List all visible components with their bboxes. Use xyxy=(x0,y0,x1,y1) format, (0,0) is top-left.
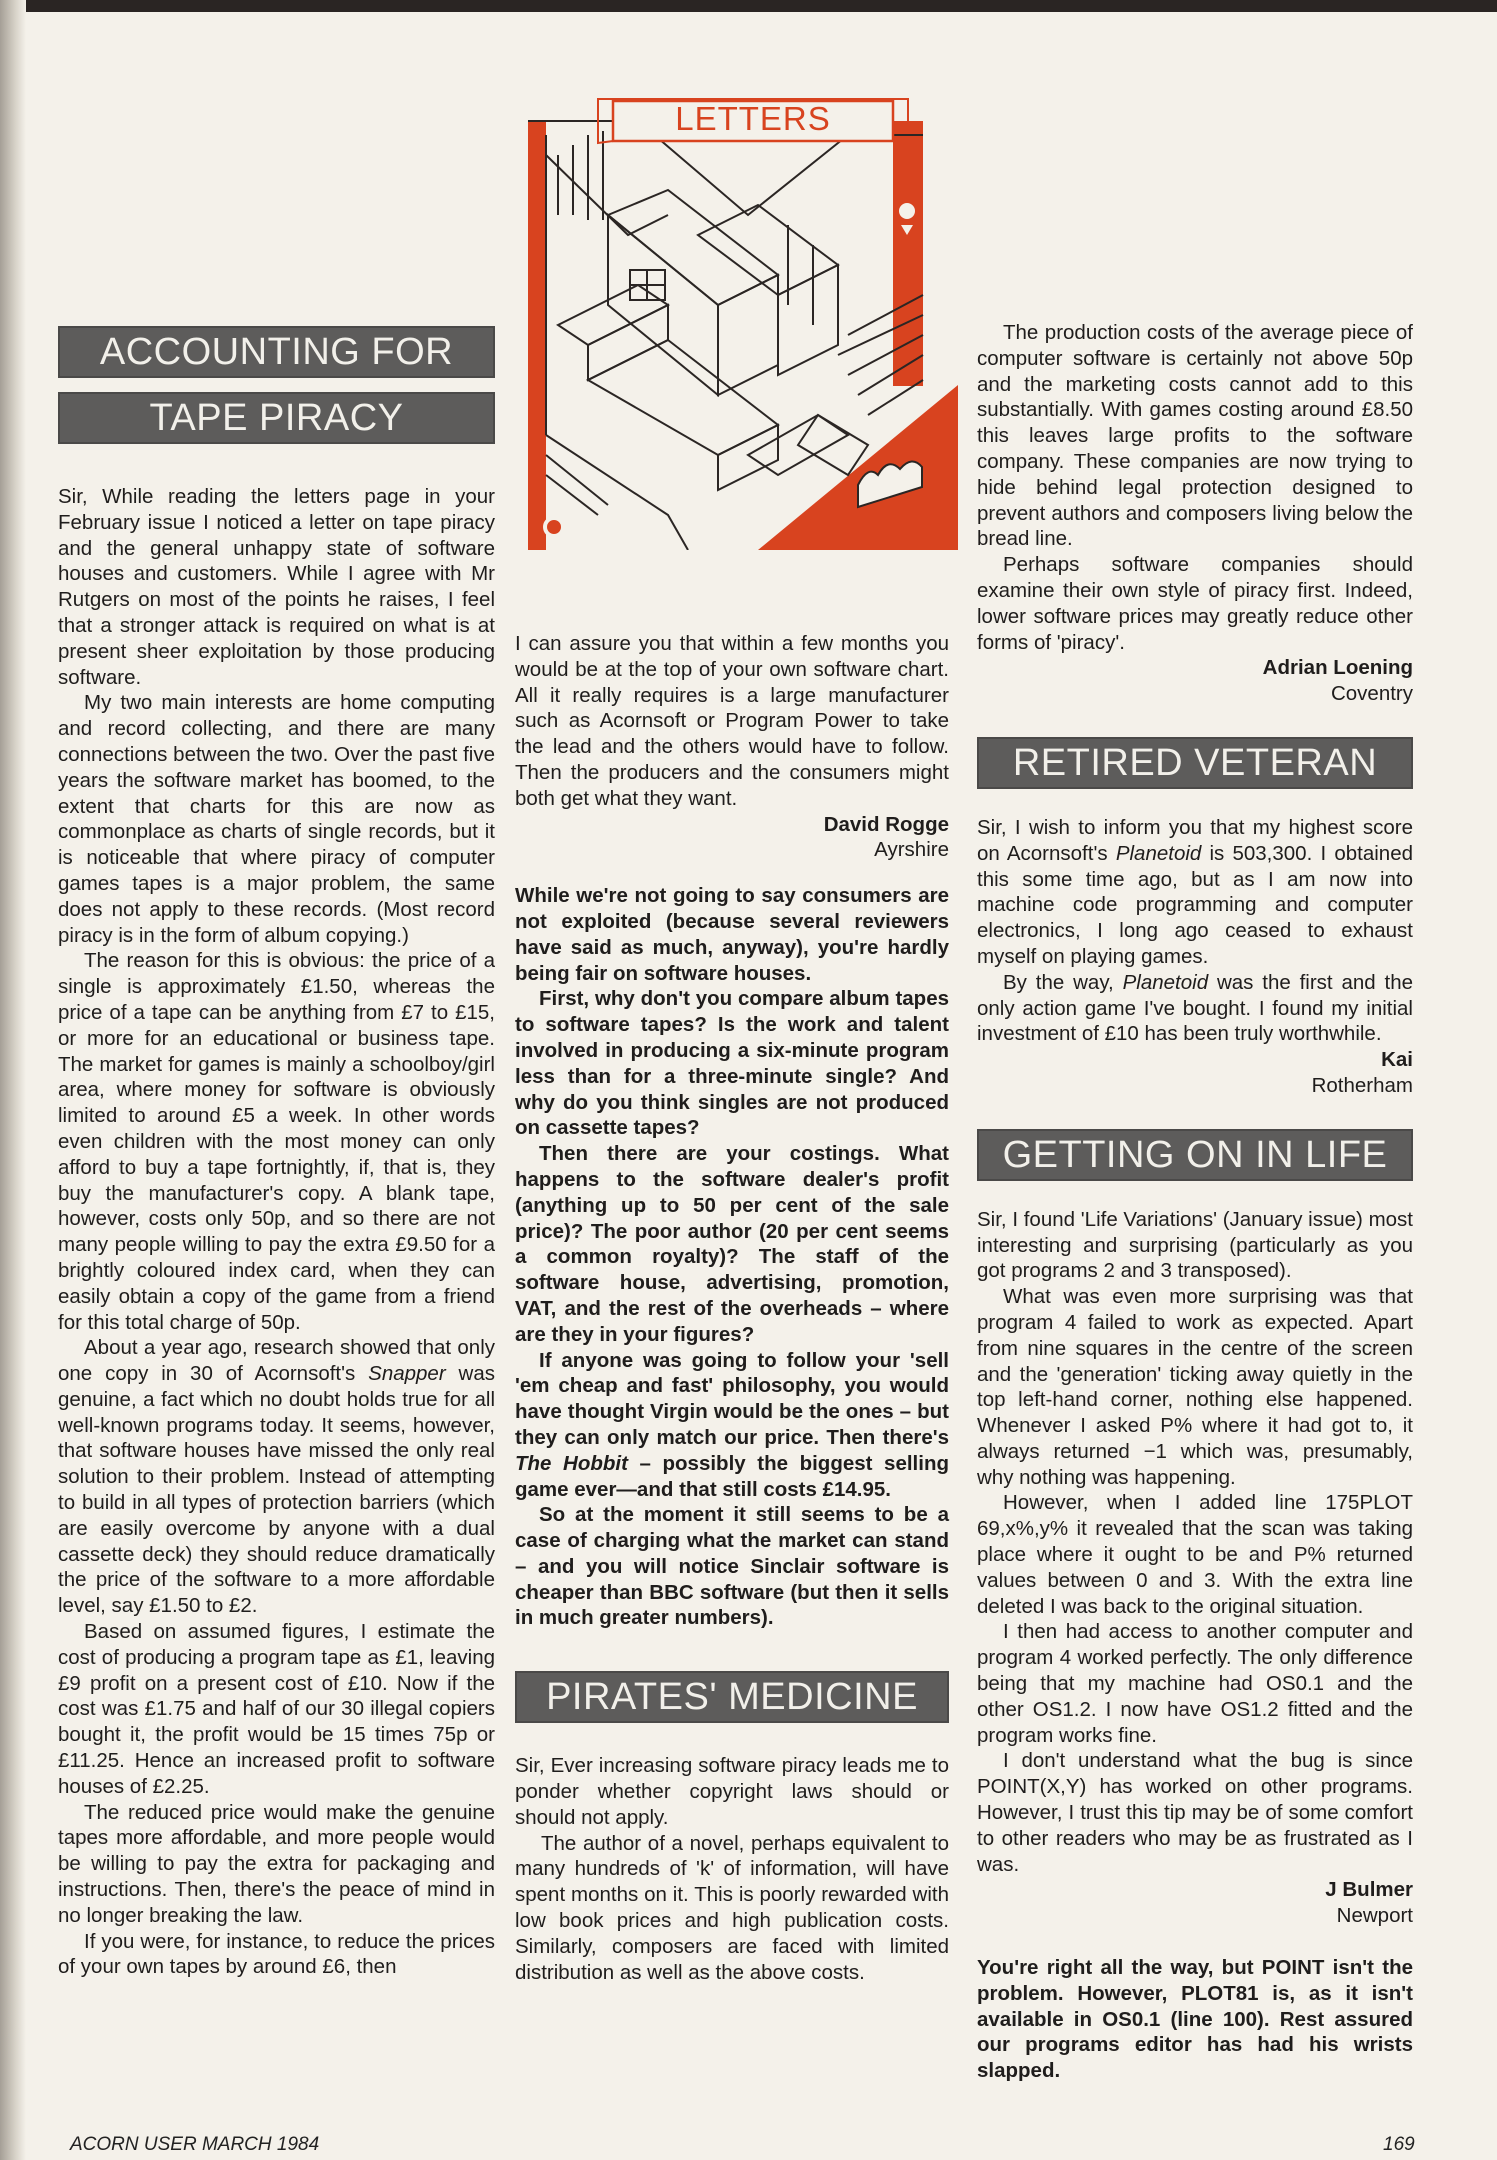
title-planetoid: Planetoid xyxy=(1115,841,1202,865)
letter-continuation: The production costs of the average piece of computer software is certainly not above 50p and the marketing costs cannot add to this substantially. With games costing around £8.50 this leaves large profits to the software company. These companies are now trying to hide behind legal protection designed to prevent authors and composers living below the bread line. xyxy=(977,321,1413,551)
heading-pirates-medicine: PIRATES' MEDICINE xyxy=(515,1671,949,1723)
heading-accounting-line1: ACCOUNTING FOR xyxy=(58,326,495,378)
letter-continuation: I can assure you that within a few months you would be at the top of your own software chart. All it really requires is a large manufacturer such as Acornsoft or Program Power to take the lead and the others would have to follow. Then the producers and the consumers might both get what they want. xyxy=(515,632,949,810)
letter-paragraph-planetoid xyxy=(977,815,1413,970)
masthead-title: LETTERS xyxy=(675,100,831,137)
letter-paragraph: Sir, Ever increasing software piracy leads me to ponder whether copyright laws should or should not apply. xyxy=(515,1754,949,1829)
heading-getting-on-in-life: GETTING ON IN LIFE xyxy=(977,1129,1413,1181)
letter-paragraph: Sir, I found 'Life Variations' (January issue) most interesting and surprising (particularly as you got programs 2 and 3 transposed). xyxy=(977,1207,1413,1283)
editor-reply: First, why don't you compare album tapes to software tapes? Is the work and talent involved in producing a six-minute program less than for a three-minute single? And why do you think singles are not produced on cassette tapes? xyxy=(515,987,949,1140)
editor-reply: Then there are your costings. What happens to the software dealer's profit (anything up to 50 per cent of the sale price)? The poor author (20 per cent seems a common royalty)? The staff of the software house, advertising, promotion, VAT, and the rest of the overheads – where are they in your figures? xyxy=(515,1142,949,1346)
column-left xyxy=(58,326,495,1980)
signature-name xyxy=(515,812,949,838)
letters-illustration xyxy=(518,95,958,550)
column-middle xyxy=(515,631,949,1985)
signature-name-text: Adrian Loening xyxy=(1262,656,1413,680)
letter-paragraph: However, when I added line 175PLOT 69,x%,y% it revealed that the scan was taking place where it ought to be and P% returned values between 0 and 3. With the extra line deleted I was back to the original situation. xyxy=(977,1491,1413,1618)
signature-place: Newport xyxy=(1336,1904,1413,1928)
letter-paragraph: The reason for this is obvious: the price of a single is approximately £1.50, whereas the price of a tape can be anything from £7 to £15, or more for an educational or business tape. The market for games is mainly a schoolboy/girl area, where money for software is obviously limited to around £5 a week. In other words even children with the most money can only afford to buy a tape fortnightly, if, that is, they buy the manufacturer's copy. A blank tape, however, costs only 50p, and so there are not many people willing to pay the extra £9.50 for a brightly coloured index card, when they can easily obtain a copy of the game from a friend for this total charge of 50p. xyxy=(58,949,495,1334)
letter-paragraph: My two main interests are home computing and record collecting, and there are many connections between the two. Over the past five years the software market has boomed, to the extent that charts for this are now as commonplace as charts of single records, but it is noticeable that where piracy of computer games tapes is a major problem, the same does not apply to these records. (Most record piracy is in the form of album copying.) xyxy=(58,691,495,947)
title-snapper: Snapper xyxy=(368,1362,446,1386)
signature-name xyxy=(977,655,1413,681)
editor-reply: So at the moment it still seems to be a case of charging what the market can stand – and you will notice Sinclair software is cheaper than BBC software (but then it sells in much greater numbers). xyxy=(515,1503,949,1630)
text-run: About a year ago, research showed that only one copy in 30 of Acornsoft's xyxy=(58,1336,495,1386)
heading-tape-piracy-line2: TAPE PIRACY xyxy=(58,392,495,444)
signature-name xyxy=(977,1877,1413,1903)
signature-name xyxy=(977,1047,1413,1073)
footer-page-number: 169 xyxy=(1383,2134,1415,2155)
letter-paragraph: Based on assumed figures, I estimate the cost of producing a program tape as £1, leaving £9 profit on a present cost of £10. Now if the cost was £1.75 and half of our 30 illegal copiers bought it, the profit would be 15 times 75p or £11.25. Hence an increased profit to software houses of £2.25. xyxy=(58,1620,495,1798)
letter-paragraph: What was even more surprising was that program 4 failed to work as expected. Apart from nine squares in the centre of the screen and the 'generation' ticking away quietly in the top left-hand corner, nothing else happened. Whenever I asked P% where it had got to, it always returned −1 which was, presumably, why nothing was happening. xyxy=(977,1285,1413,1489)
isometric-building-drawing xyxy=(518,95,958,550)
text-run: was genuine, a fact which no doubt holds true for all well-known programs today. It seems, however, that software houses have missed the only real solution to their problem. Instead of attempting to build in all types of protection barriers (which are easily overcome by anyone with a dual cassette deck) they should reduce dramatically the price of the software to a more affordable level, say £1.50 to £2. xyxy=(58,1362,495,1618)
letter-paragraph: The author of a novel, perhaps equivalent to many hundreds of 'k' of information, will have spent months on it. This is poorly rewarded with low book prices and high publication costs. Similarly, composers are faced with limited distribution as well as the above costs. xyxy=(515,1831,949,1984)
letter-paragraph-planetoid xyxy=(977,970,1413,1047)
signature-name-text: Kai xyxy=(1381,1048,1413,1072)
top-edge-bar xyxy=(0,0,1497,12)
text-run: By the way, xyxy=(1003,970,1123,994)
letter-paragraph-snapper xyxy=(58,1335,495,1619)
column-right xyxy=(977,320,1413,2084)
text-run: – possibly the biggest selling game ever—and that still costs £14.95. xyxy=(515,1451,949,1501)
signature-place: Rotherham xyxy=(1311,1073,1413,1097)
signature-name-text: David Rogge xyxy=(823,812,949,836)
letter-paragraph: I then had access to another computer and program 4 worked perfectly. The only difference being that my machine had OS0.1 and the other OS1.2. I now have OS1.2 fitted and the program works fine. xyxy=(977,1620,1413,1747)
text-run: is 503,300. I obtained this some time ago, but as I am now into machine code programming and computer electronics, I long ago ceased to exhaust myself on playing games. xyxy=(977,841,1413,968)
editor-reply: While we're not going to say consumers are not exploited (because several reviewers have said as much, anyway), you're hardly being fair on software houses. xyxy=(515,884,949,985)
editor-reply-hobbit xyxy=(515,1348,949,1503)
signature-place: Ayrshire xyxy=(874,838,949,862)
heading-retired-veteran: RETIRED VETERAN xyxy=(977,737,1413,789)
text-run: If anyone was going to follow your 'sell 'em cheap and fast' philosophy, you would have thought Virgin would be the ones – but they can only match our price. Then there's xyxy=(515,1348,949,1449)
letter-paragraph: Sir, While reading the letters page in your February issue I noticed a letter on tape piracy and the general unhappy state of software houses and customers. While I agree with Mr Rutgers on most of the points he raises, I feel that a stronger attack is required on what is at present sheer exploitation by those producing software. xyxy=(58,485,495,689)
letter-paragraph: If you were, for instance, to reduce the prices of your own tapes by around £6, then xyxy=(58,1929,495,1979)
editor-reply: You're right all the way, but POINT isn't the problem. However, PLOT81 is, as it isn't available in OS0.1 (line 100). Rest assured our programs editor has had his wrists slapped. xyxy=(977,1956,1413,2083)
signature-name-text: J Bulmer xyxy=(1325,1878,1413,1902)
title-planetoid: Planetoid xyxy=(1122,970,1209,994)
letter-paragraph: I don't understand what the bug is since POINT(X,Y) has worked on other programs. However, I trust this tip may be of some comfort to other readers who may be as frustrated as I was. xyxy=(977,1749,1413,1876)
page-spine-shadow xyxy=(0,0,26,2160)
letter-paragraph: The reduced price would make the genuine tapes more affordable, and more people would be willing to pay the extra for packaging and instructions. Then, there's the peace of mind in no longer breaking the law. xyxy=(58,1800,495,1927)
footer-publication: ACORN USER MARCH 1984 xyxy=(70,2134,320,2155)
letter-paragraph: Perhaps software companies should examine their own style of piracy first. Indeed, lower software prices may greatly reduce other forms of 'piracy'. xyxy=(977,553,1413,654)
text-run: Sir, I wish to inform you that my highest score on Acornsoft's xyxy=(977,815,1413,865)
title-the-hobbit: The Hobbit xyxy=(515,1451,628,1475)
text-run: was the first and the only action game I've bought. I found my initial investment of £10 has been truly worthwhile. xyxy=(977,970,1414,1046)
signature-place: Coventry xyxy=(1330,682,1413,706)
